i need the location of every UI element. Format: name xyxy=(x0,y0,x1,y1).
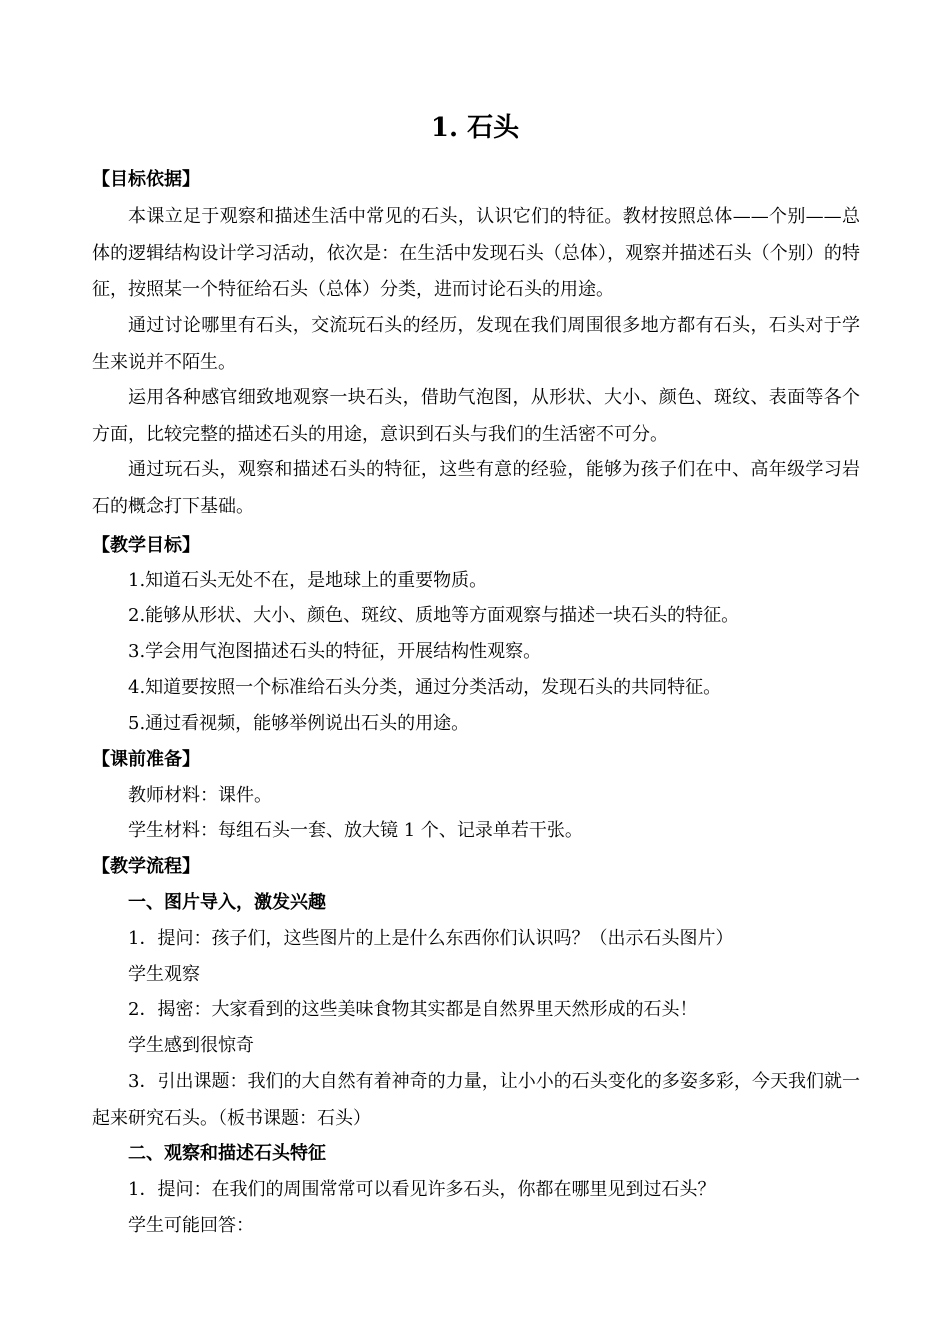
section-heading-process: 【教学流程】 xyxy=(92,856,200,877)
objective-item-1: 1.知道石头无处不在，是地球上的重要物质。 xyxy=(128,570,488,591)
section-heading-basis: 【目标依据】 xyxy=(92,169,200,190)
student-materials: 学生材料：每组石头一套、放大镜 1 个、记录单若干张。 xyxy=(128,820,583,841)
process-part1-title: 一、图片导入，激发兴趣 xyxy=(128,892,326,913)
process-part1-line1: 1．提问：孩子们，这些图片的上是什么东西你们认识吗？（出示石头图片） xyxy=(128,928,734,949)
teacher-materials: 教师材料：课件。 xyxy=(128,785,272,806)
objective-item-4: 4.知道要按照一个标准给石头分类，通过分类活动，发现石头的共同特征。 xyxy=(128,677,722,698)
process-part1-line4: 学生感到很惊奇 xyxy=(128,1035,254,1056)
objective-item-2: 2.能够从形状、大小、颜色、斑纹、质地等方面观察与描述一块石头的特征。 xyxy=(128,605,740,626)
section-heading-preparation: 【课前准备】 xyxy=(92,749,200,770)
process-part2-line2: 学生可能回答： xyxy=(128,1215,254,1236)
process-part1-line5: 3．引出课题：我们的大自然有着神奇的力量，让小小的石头变化的多姿多彩，今天我们就一起来研究石头。（板书课题：石头） xyxy=(92,1071,860,1129)
paragraph-basis-1: 本课立足于观察和描述生活中常见的石头，认识它们的特征。教材按照总体——个别——总体的逻辑结构设计学习活动，依次是：在生活中发现石头（总体），观察并描述石头（个别）的特征，按照某一个特征给石头（总体）分类，进而讨论石头的用途。 xyxy=(92,206,860,300)
paragraph-basis-4: 通过玩石头，观察和描述石头的特征，这些有意的经验，能够为孩子们在中、高年级学习岩石的概念打下基础。 xyxy=(92,459,860,517)
objective-item-3: 3.学会用气泡图描述石头的特征，开展结构性观察。 xyxy=(128,641,542,662)
section-heading-objectives: 【教学目标】 xyxy=(92,535,200,556)
paragraph-basis-3: 运用各种感官细致地观察一块石头，借助气泡图，从形状、大小、颜色、斑纹、表面等各个方面，比较完整的描述石头的用途，意识到石头与我们的生活密不可分。 xyxy=(92,387,860,445)
paragraph-basis-2: 通过讨论哪里有石头，交流玩石头的经历，发现在我们周围很多地方都有石头，石头对于学生来说并不陌生。 xyxy=(92,315,860,373)
process-part2-line1: 1．提问：在我们的周围常常可以看见许多石头，你都在哪里见到过石头？ xyxy=(128,1179,716,1200)
objective-item-5: 5.通过看视频，能够举例说出石头的用途。 xyxy=(128,713,470,734)
page-title: 1. 石头 xyxy=(430,113,520,143)
process-part1-line3: 2．揭密：大家看到的这些美味食物其实都是自然界里天然形成的石头！ xyxy=(128,999,698,1020)
process-part1-line2: 学生观察 xyxy=(128,964,200,985)
process-part2-title: 二、观察和描述石头特征 xyxy=(128,1143,326,1164)
